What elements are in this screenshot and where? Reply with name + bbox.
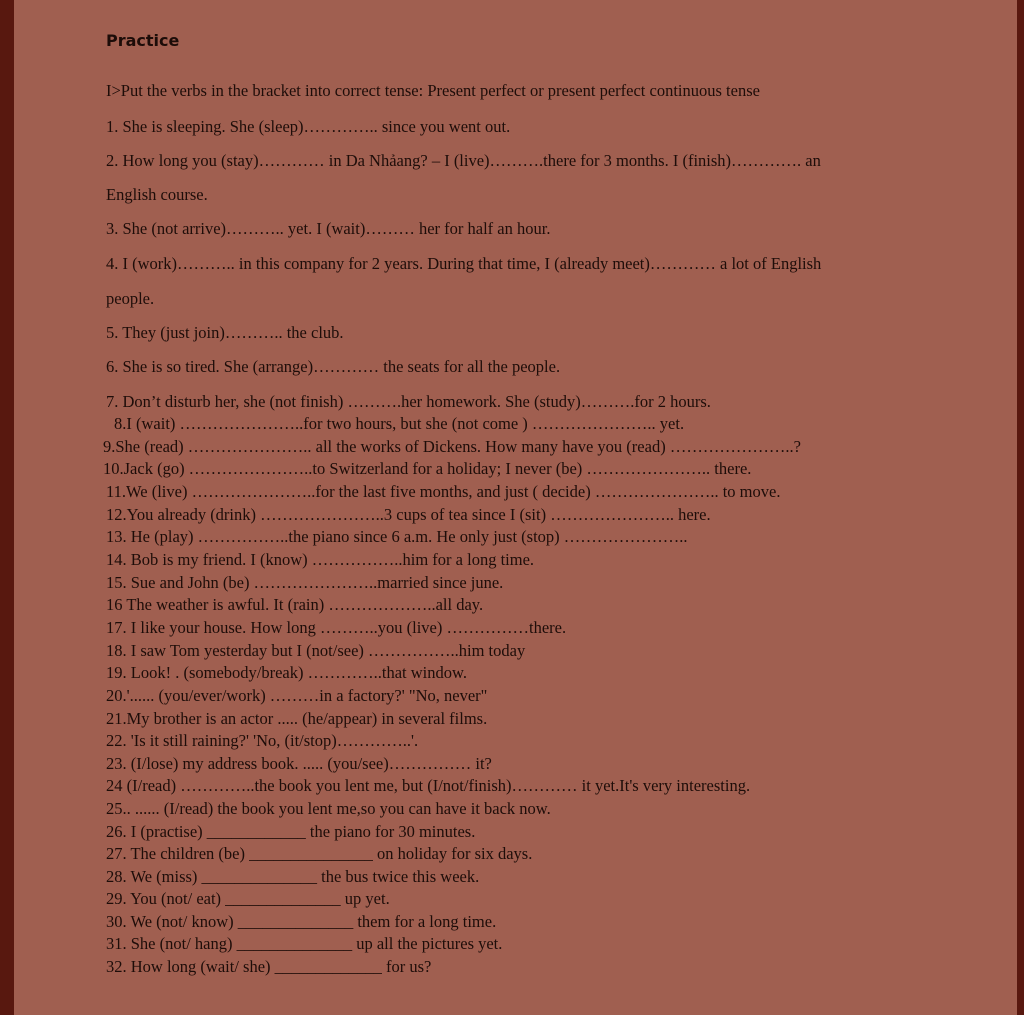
exercise-line: 23. (I/lose) my address book. ..... (you/see)…………… it?: [106, 754, 492, 773]
exercise-line: 13. He (play) ……………..the piano since 6 a.m. He only just (stop) …………………..: [106, 527, 688, 546]
exercise-line: 27. The children (be) _______________ on holiday for six days.: [106, 844, 533, 863]
exercise-line: 30. We (not/ know) ______________ them for a long time.: [106, 912, 497, 931]
exercise-line: 14. Bob is my friend. I (know) ……………..him for a long time.: [106, 550, 535, 569]
exercise-line: 28. We (miss) ______________ the bus twice this week.: [106, 867, 480, 886]
exercise-line: 18. I saw Tom yesterday but I (not/see) ……………..him today: [106, 641, 526, 660]
exercise-line: 24 (I/read) …………..the book you lent me, but (I/not/finish)………… it yet.It's very interesting.: [106, 776, 751, 795]
exercise-line: 4. I (work)……….. in this company for 2 years. During that time, I (already meet)………… a lot of English: [106, 254, 822, 273]
exercise-line: 5. They (just join)……….. the club.: [106, 323, 344, 342]
exercise-line: people.: [106, 289, 155, 308]
exercise-line: 16 The weather is awful. It (rain) ………………..all day.: [106, 595, 484, 614]
exercise-line: 6. She is so tired. She (arrange)………… the seats for all the people.: [106, 357, 561, 376]
exercise-line: 15. Sue and John (be) …………………..married since june.: [106, 573, 504, 592]
exercise-line: 19. Look! . (somebody/break) …………..that window.: [106, 663, 467, 682]
exercise-line: 10.Jack (go) …………………..to Switzerland for a holiday; I never (be) ………………….. there.: [103, 459, 752, 478]
exercise-line: 29. You (not/ eat) ______________ up yet.: [106, 889, 390, 908]
exercise-line: 11.We (live) …………………..for the last five months, and just ( decide) ………………….. to move.: [106, 482, 781, 501]
exercise-line: 26. I (practise) ____________ the piano for 30 minutes.: [106, 822, 476, 841]
exercise-line: 21.My brother is an actor ..... (he/appear) in several films.: [106, 709, 488, 728]
exercise-line: 3. She (not arrive)……….. yet. I (wait)……… her for half an hour.: [106, 219, 551, 238]
exercise-line: 1. She is sleeping. She (sleep)………….. since you went out.: [106, 117, 511, 136]
exercise-line: 2. How long you (stay)………… in Da Nhảang? – I (live)……….there for 3 months. I (finish)…………. an: [106, 151, 821, 170]
exercise-line: 7. Don’t disturb her, she (not finish) ……….her homework. She (study)……….for 2 hours.: [106, 392, 711, 411]
exercise-line: 32. How long (wait/ she) _____________ for us?: [106, 957, 432, 976]
exercise-line: 17. I like your house. How long ………..you (live) ……………there.: [106, 618, 567, 637]
exercise-line: 9.She (read) ………………….. all the works of Dickens. How many have you (read) …………………..?: [103, 437, 801, 456]
exercise-line: 25.. ...... (I/read) the book you lent me,so you can have it back now.: [106, 799, 551, 818]
instruction-text: I>Put the verbs in the bracket into correct tense: Present perfect or present perfect continuous tense: [106, 81, 760, 100]
exercise-line: 20.'...... (you/ever/work) ………in a factory?' "No, never": [106, 686, 488, 705]
exercise-line: 31. She (not/ hang) ______________ up all the pictures yet.: [106, 934, 503, 953]
page-title: Practice: [106, 31, 180, 50]
exercise-line: 22. 'Is it still raining?' 'No, (it/stop)…………..'.: [106, 731, 419, 750]
exercise-line: English course.: [106, 185, 208, 204]
exercise-line: 12.You already (drink) …………………..3 cups of tea since I (sit) ………………….. here.: [106, 505, 711, 524]
exercise-line: 8.I (wait) …………………..for two hours, but she (not come ) ………………….. yet.: [114, 414, 685, 433]
